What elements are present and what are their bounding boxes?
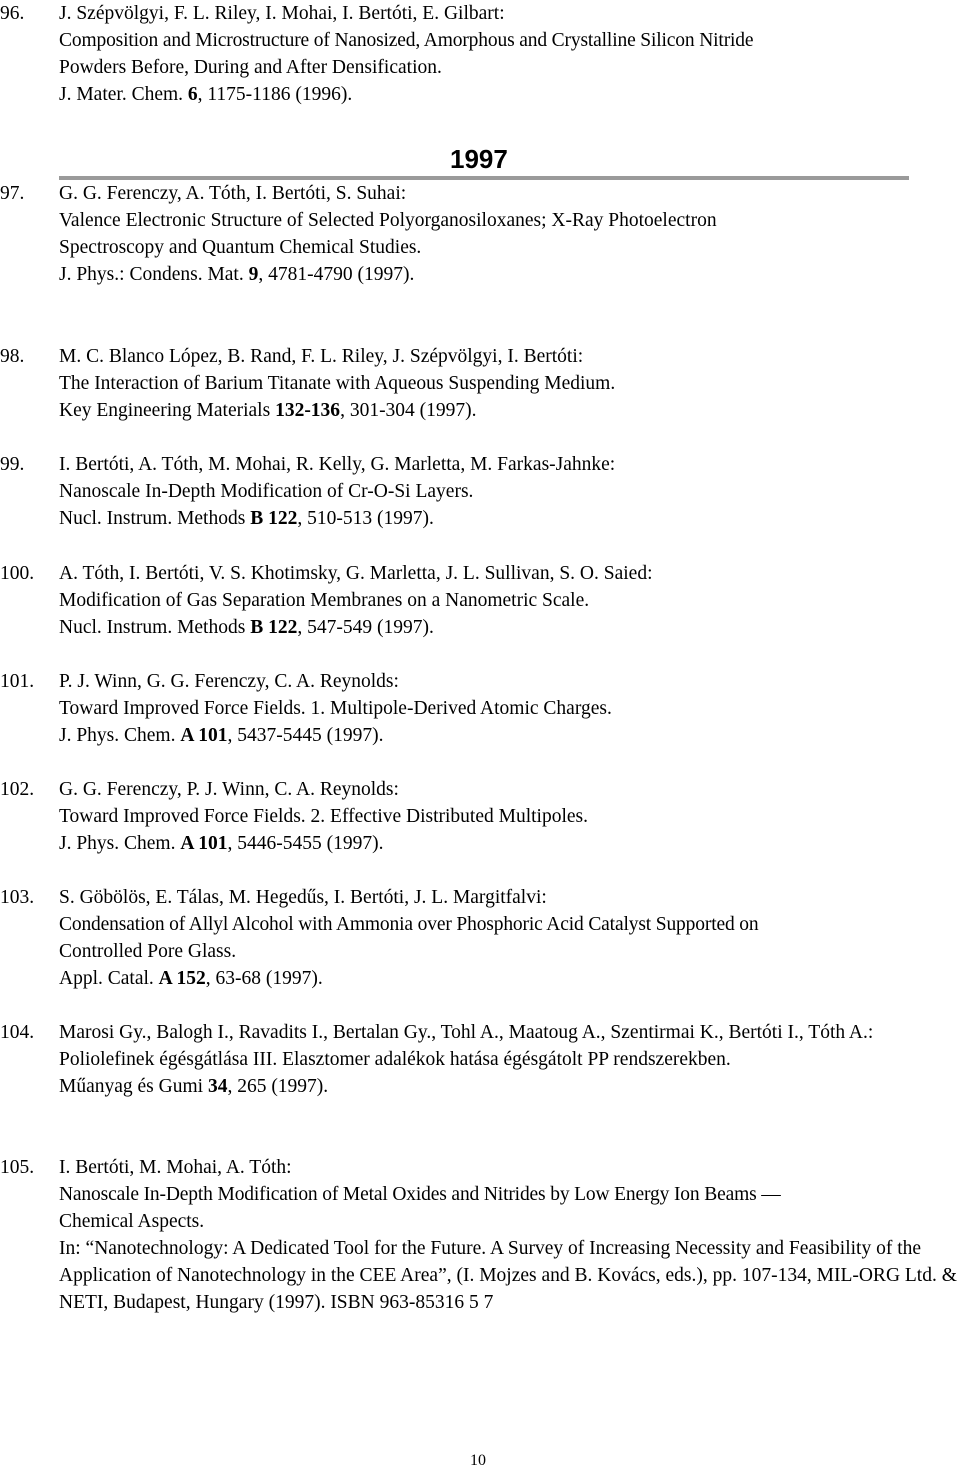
- journal: Nucl. Instrum. Methods: [59, 617, 251, 638]
- reference-number: 103.: [0, 887, 35, 908]
- journal: Key Engineering Materials: [59, 400, 276, 421]
- reference-title-line: Modification of Gas Separation Membranes on a Nanometric Scale.: [59, 590, 590, 611]
- volume: 6: [187, 84, 198, 105]
- reference-authors: P. J. Winn, G. G. Ferenczy, C. A. Reynolds:: [59, 671, 399, 692]
- reference-number: 102.: [0, 779, 35, 800]
- reference-number: 100.: [0, 563, 35, 584]
- journal: J. Phys.: Condens. Mat.: [59, 264, 249, 285]
- reference-citation: [59, 261, 959, 288]
- reference-authors: Marosi Gy., Balogh I., Ravadits I., Bertalan Gy., Tohl A., Maatoug A., Szentirmai K., Bertóti I., Tóth A.:: [59, 1022, 874, 1043]
- pages: , 547-549 (1997).: [297, 617, 434, 638]
- reference-citation: [59, 1073, 959, 1100]
- volume: B 122: [250, 617, 298, 638]
- reference-title-line: Toward Improved Force Fields. 2. Effective Distributed Multipoles.: [59, 806, 589, 827]
- journal: J. Phys. Chem.: [59, 725, 181, 746]
- pages: , 5437-5445 (1997).: [227, 725, 384, 746]
- pages: , 5446-5455 (1997).: [227, 833, 384, 854]
- reference-source: In: “Nanotechnology: A Dedicated Tool for the Future. A Survey of Increasing Necessity and Feasibility of the Application of Nanotechnology in the CEE Area”, (I. Mojzes and B. Kovács, eds.), pp. 107-134, MIL-ORG Ltd. & NETI, Budapest, Hungary (1997). ISBN 963-85316 5 7: [59, 1238, 957, 1313]
- reference-entry: [0, 1019, 960, 1100]
- reference-entry: [0, 560, 960, 641]
- reference-title-line: Valence Electronic Structure of Selected Polyorganosiloxanes; X-Ray Photoelectron: [59, 210, 717, 231]
- pages: , 265 (1997).: [227, 1076, 329, 1097]
- page-number: 10: [470, 1452, 486, 1469]
- reference-authors: J. Szépvölgyi, F. L. Riley, I. Mohai, I. Bertóti, E. Gilbart:: [59, 3, 505, 24]
- reference-title-line: Condensation of Allyl Alcohol with Ammonia over Phosphoric Acid Catalyst Supported on: [59, 914, 759, 935]
- reference-authors: M. C. Blanco López, B. Rand, F. L. Riley, J. Szépvölgyi, I. Bertóti:: [59, 346, 584, 367]
- volume: 34: [207, 1076, 228, 1097]
- reference-entry: [0, 776, 960, 857]
- reference-authors: S. Göbölös, E. Tálas, M. Hegedűs, I. Bertóti, J. L. Margitfalvi:: [59, 887, 547, 908]
- reference-authors: G. G. Ferenczy, A. Tóth, I. Bertóti, S. Suhai:: [59, 183, 407, 204]
- journal: Műanyag és Gumi: [59, 1076, 208, 1097]
- reference-number: 104.: [0, 1022, 35, 1043]
- year-heading: 1997: [450, 144, 508, 174]
- reference-authors: G. G. Ferenczy, P. J. Winn, C. A. Reynolds:: [59, 779, 399, 800]
- reference-entry: [0, 0, 960, 108]
- reference-citation: [59, 397, 959, 424]
- reference-title-line: Composition and Microstructure of Nanosized, Amorphous and Crystalline Silicon Nitride: [59, 30, 754, 51]
- volume: A 101: [180, 833, 228, 854]
- reference-citation: [59, 81, 959, 108]
- reference-title-line: Poliolefinek égésgátlása III. Elasztomer adalékok hatása égésgátolt PP rendszerekben.: [59, 1049, 731, 1070]
- reference-citation: [59, 614, 959, 641]
- reference-number: 98.: [0, 346, 25, 367]
- volume: 132-136: [275, 400, 341, 421]
- reference-entry: [0, 668, 960, 749]
- journal: J. Mater. Chem.: [59, 84, 188, 105]
- journal: Nucl. Instrum. Methods: [59, 508, 251, 529]
- reference-title-line: Nanoscale In-Depth Modification of Cr-O-Si Layers.: [59, 481, 474, 502]
- pages: , 4781-4790 (1997).: [258, 264, 415, 285]
- reference-citation: [59, 830, 959, 857]
- pages: , 301-304 (1997).: [340, 400, 477, 421]
- reference-title-line: Nanoscale In-Depth Modification of Metal Oxides and Nitrides by Low Energy Ion Beams —: [59, 1184, 781, 1205]
- reference-number: 105.: [0, 1157, 35, 1178]
- reference-authors: I. Bertóti, M. Mohai, A. Tóth:: [59, 1157, 292, 1178]
- reference-entry: [0, 180, 960, 288]
- reference-entry: [0, 884, 960, 992]
- journal: Appl. Catal.: [59, 968, 159, 989]
- reference-title-line: The Interaction of Barium Titanate with Aqueous Suspending Medium.: [59, 373, 616, 394]
- volume: 9: [248, 264, 259, 285]
- pages: , 63-68 (1997).: [205, 968, 323, 989]
- reference-entry: [0, 343, 960, 424]
- reference-authors: I. Bertóti, A. Tóth, M. Mohai, R. Kelly, G. Marletta, M. Farkas-Jahnke:: [59, 454, 616, 475]
- journal: J. Phys. Chem.: [59, 833, 181, 854]
- reference-number: 97.: [0, 183, 25, 204]
- reference-citation: [59, 965, 959, 992]
- volume: A 101: [180, 725, 228, 746]
- reference-number: 96.: [0, 3, 25, 24]
- reference-number: 101.: [0, 671, 35, 692]
- reference-entry: [0, 451, 960, 532]
- reference-entry: [0, 1154, 960, 1316]
- pages: , 510-513 (1997).: [297, 508, 434, 529]
- reference-title-line: Spectroscopy and Quantum Chemical Studies.: [59, 237, 422, 258]
- reference-title-line: Chemical Aspects.: [59, 1211, 205, 1232]
- reference-title-line: Powders Before, During and After Densification.: [59, 57, 442, 78]
- reference-citation: [59, 505, 959, 532]
- reference-authors: A. Tóth, I. Bertóti, V. S. Khotimsky, G. Marletta, J. L. Sullivan, S. O. Saied:: [59, 563, 653, 584]
- reference-number: 99.: [0, 454, 25, 475]
- reference-title-line: Toward Improved Force Fields. 1. Multipole-Derived Atomic Charges.: [59, 698, 612, 719]
- reference-citation: [59, 722, 959, 749]
- reference-title-line: Controlled Pore Glass.: [59, 941, 237, 962]
- pages: , 1175-1186 (1996).: [197, 84, 353, 105]
- volume: B 122: [250, 508, 298, 529]
- volume: A 152: [158, 968, 206, 989]
